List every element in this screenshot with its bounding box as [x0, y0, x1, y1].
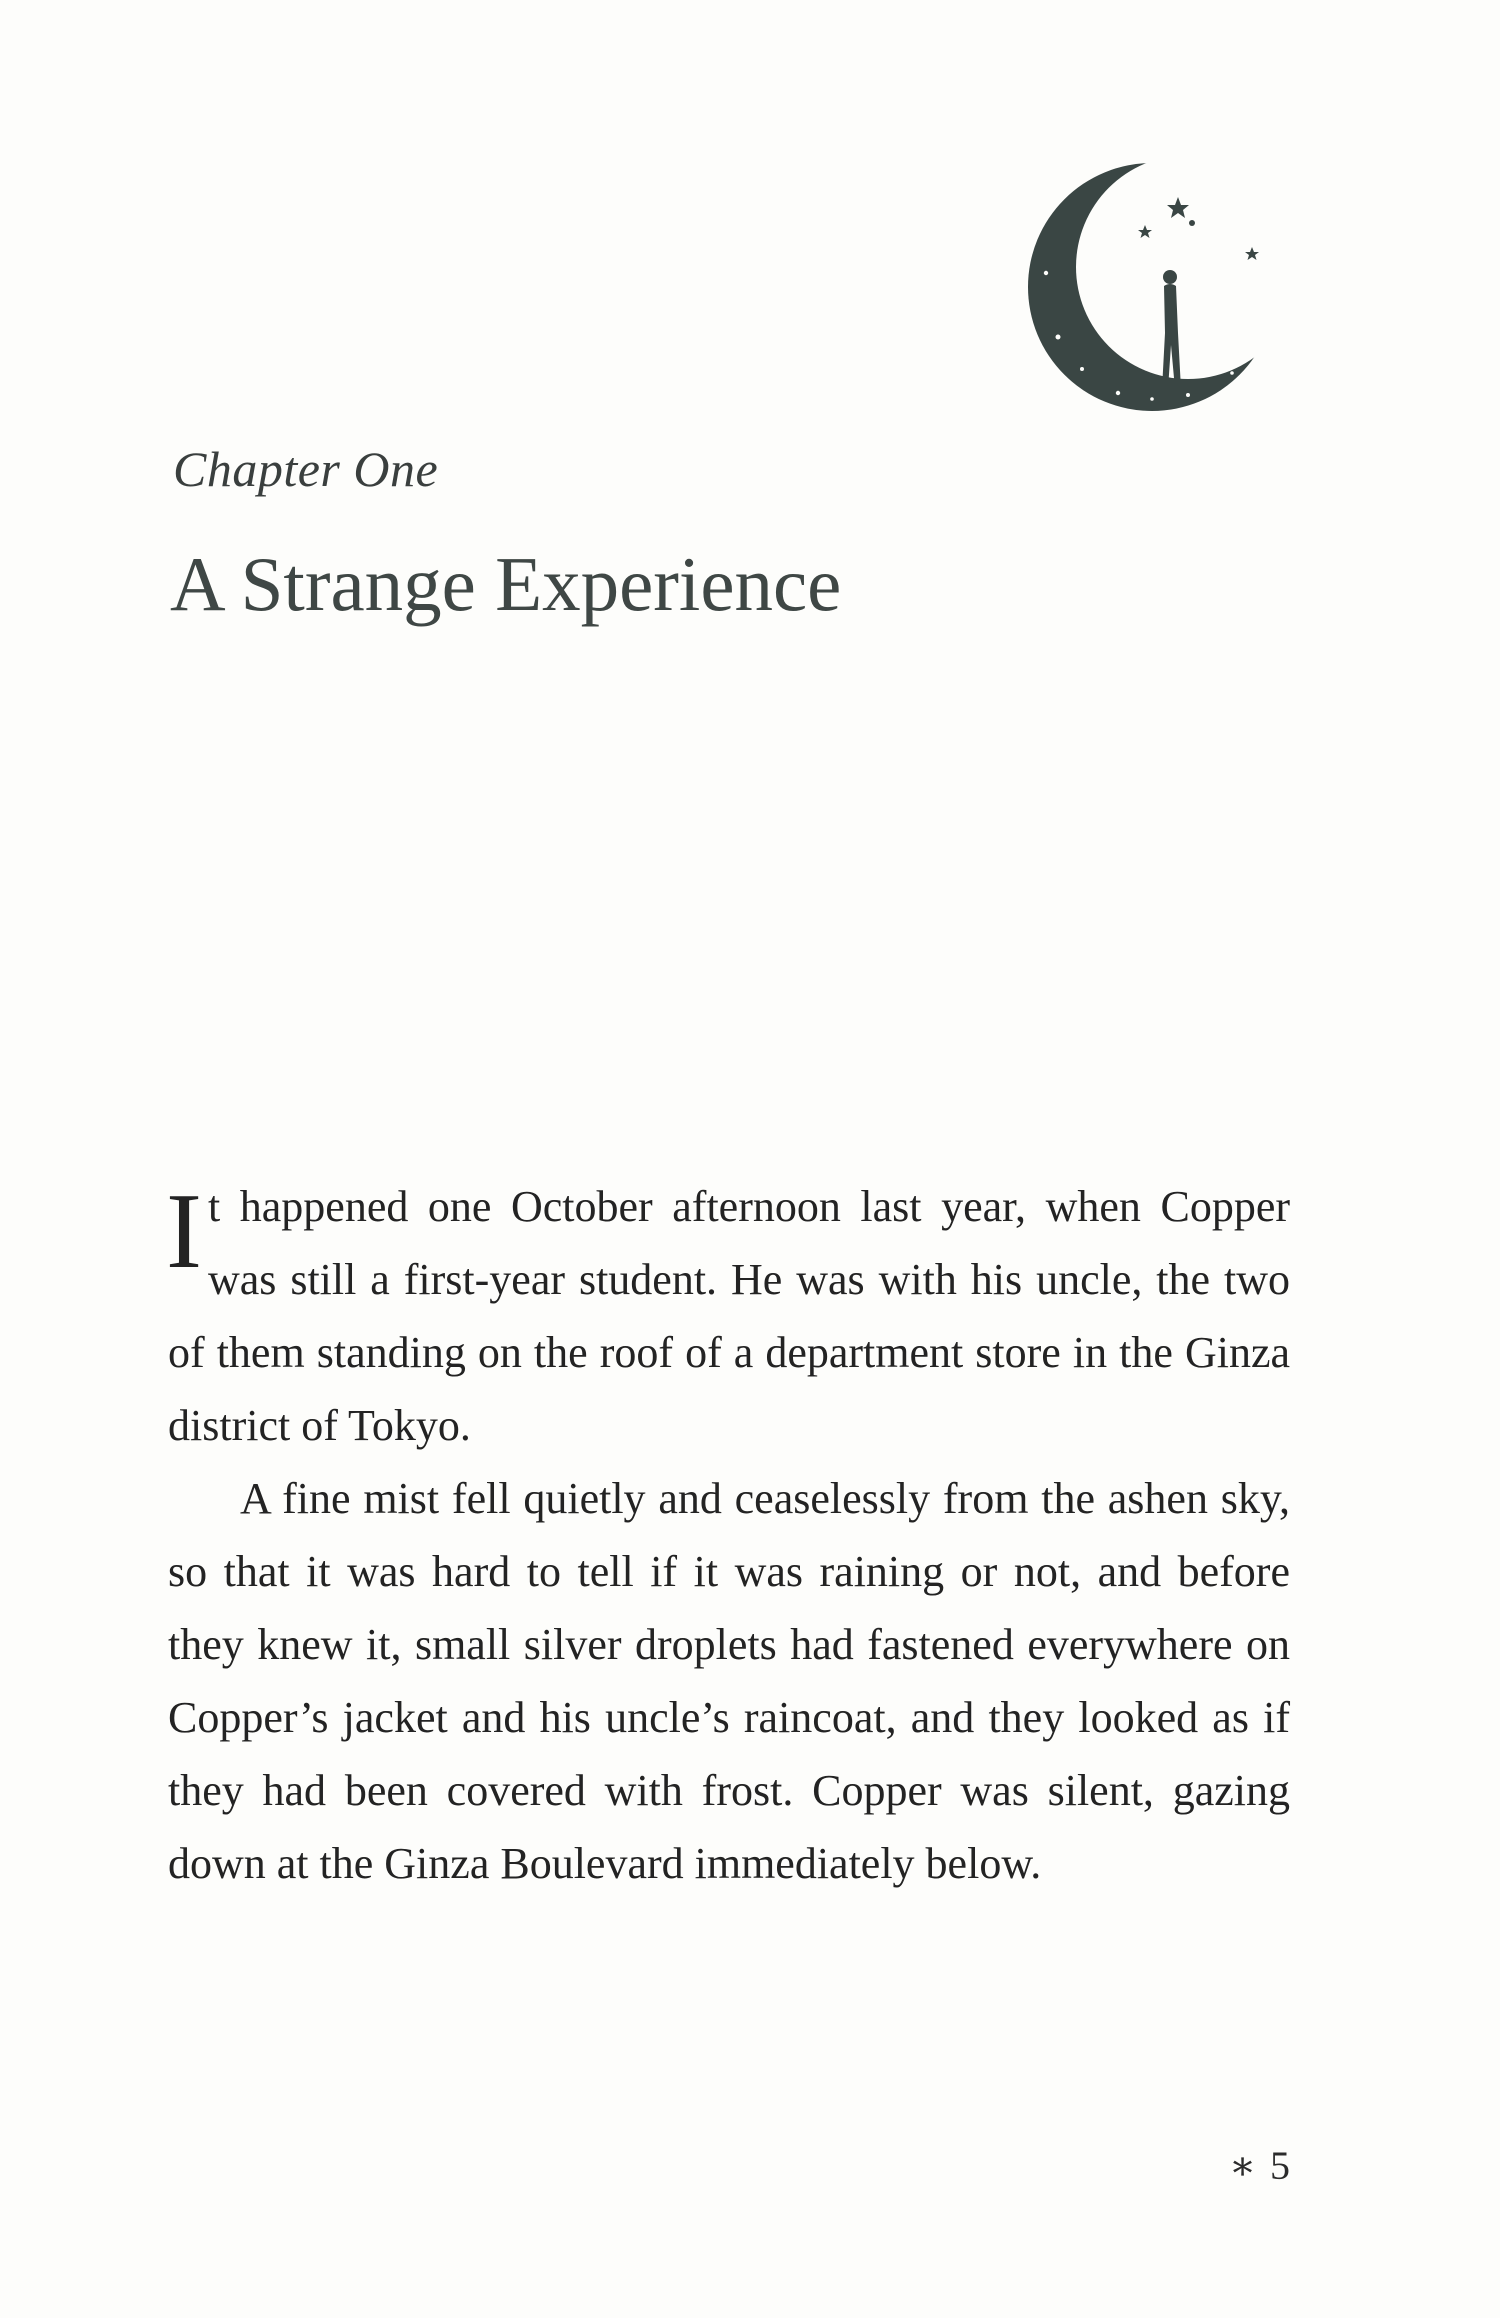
crescent-moon-icon [1020, 155, 1285, 420]
chapter-label: Chapter One [173, 441, 439, 497]
drop-cap: I [166, 1172, 202, 1291]
paragraph-1 [168, 1170, 1290, 1462]
chapter-title: A Strange Experience [170, 541, 842, 627]
chapter-body [168, 1170, 1290, 1900]
page-number: 5 [1270, 2143, 1290, 2188]
paragraph-2: A fine mist fell quietly and ceaselessly from the ashen sky, so that it was hard to tell if it was raining or not, and before they knew it, small silver droplets had fastened everywhere on Copper’s jacket and his uncle’s raincoat, and they looked as if they had been covered with frost. Copper was silent, gazing down at the Ginza Boulevard immediately below. [168, 1474, 1290, 1888]
asterisk-ornament-icon: ∗ [1228, 2143, 1256, 2188]
page-footer [1229, 2142, 1290, 2189]
paragraph-1-text: t happened one October afternoon last year, when Copper was still a first-year student. He was with his uncle, the two of them standing on the roof of a department store in the Ginza district of Tokyo. [168, 1182, 1290, 1450]
